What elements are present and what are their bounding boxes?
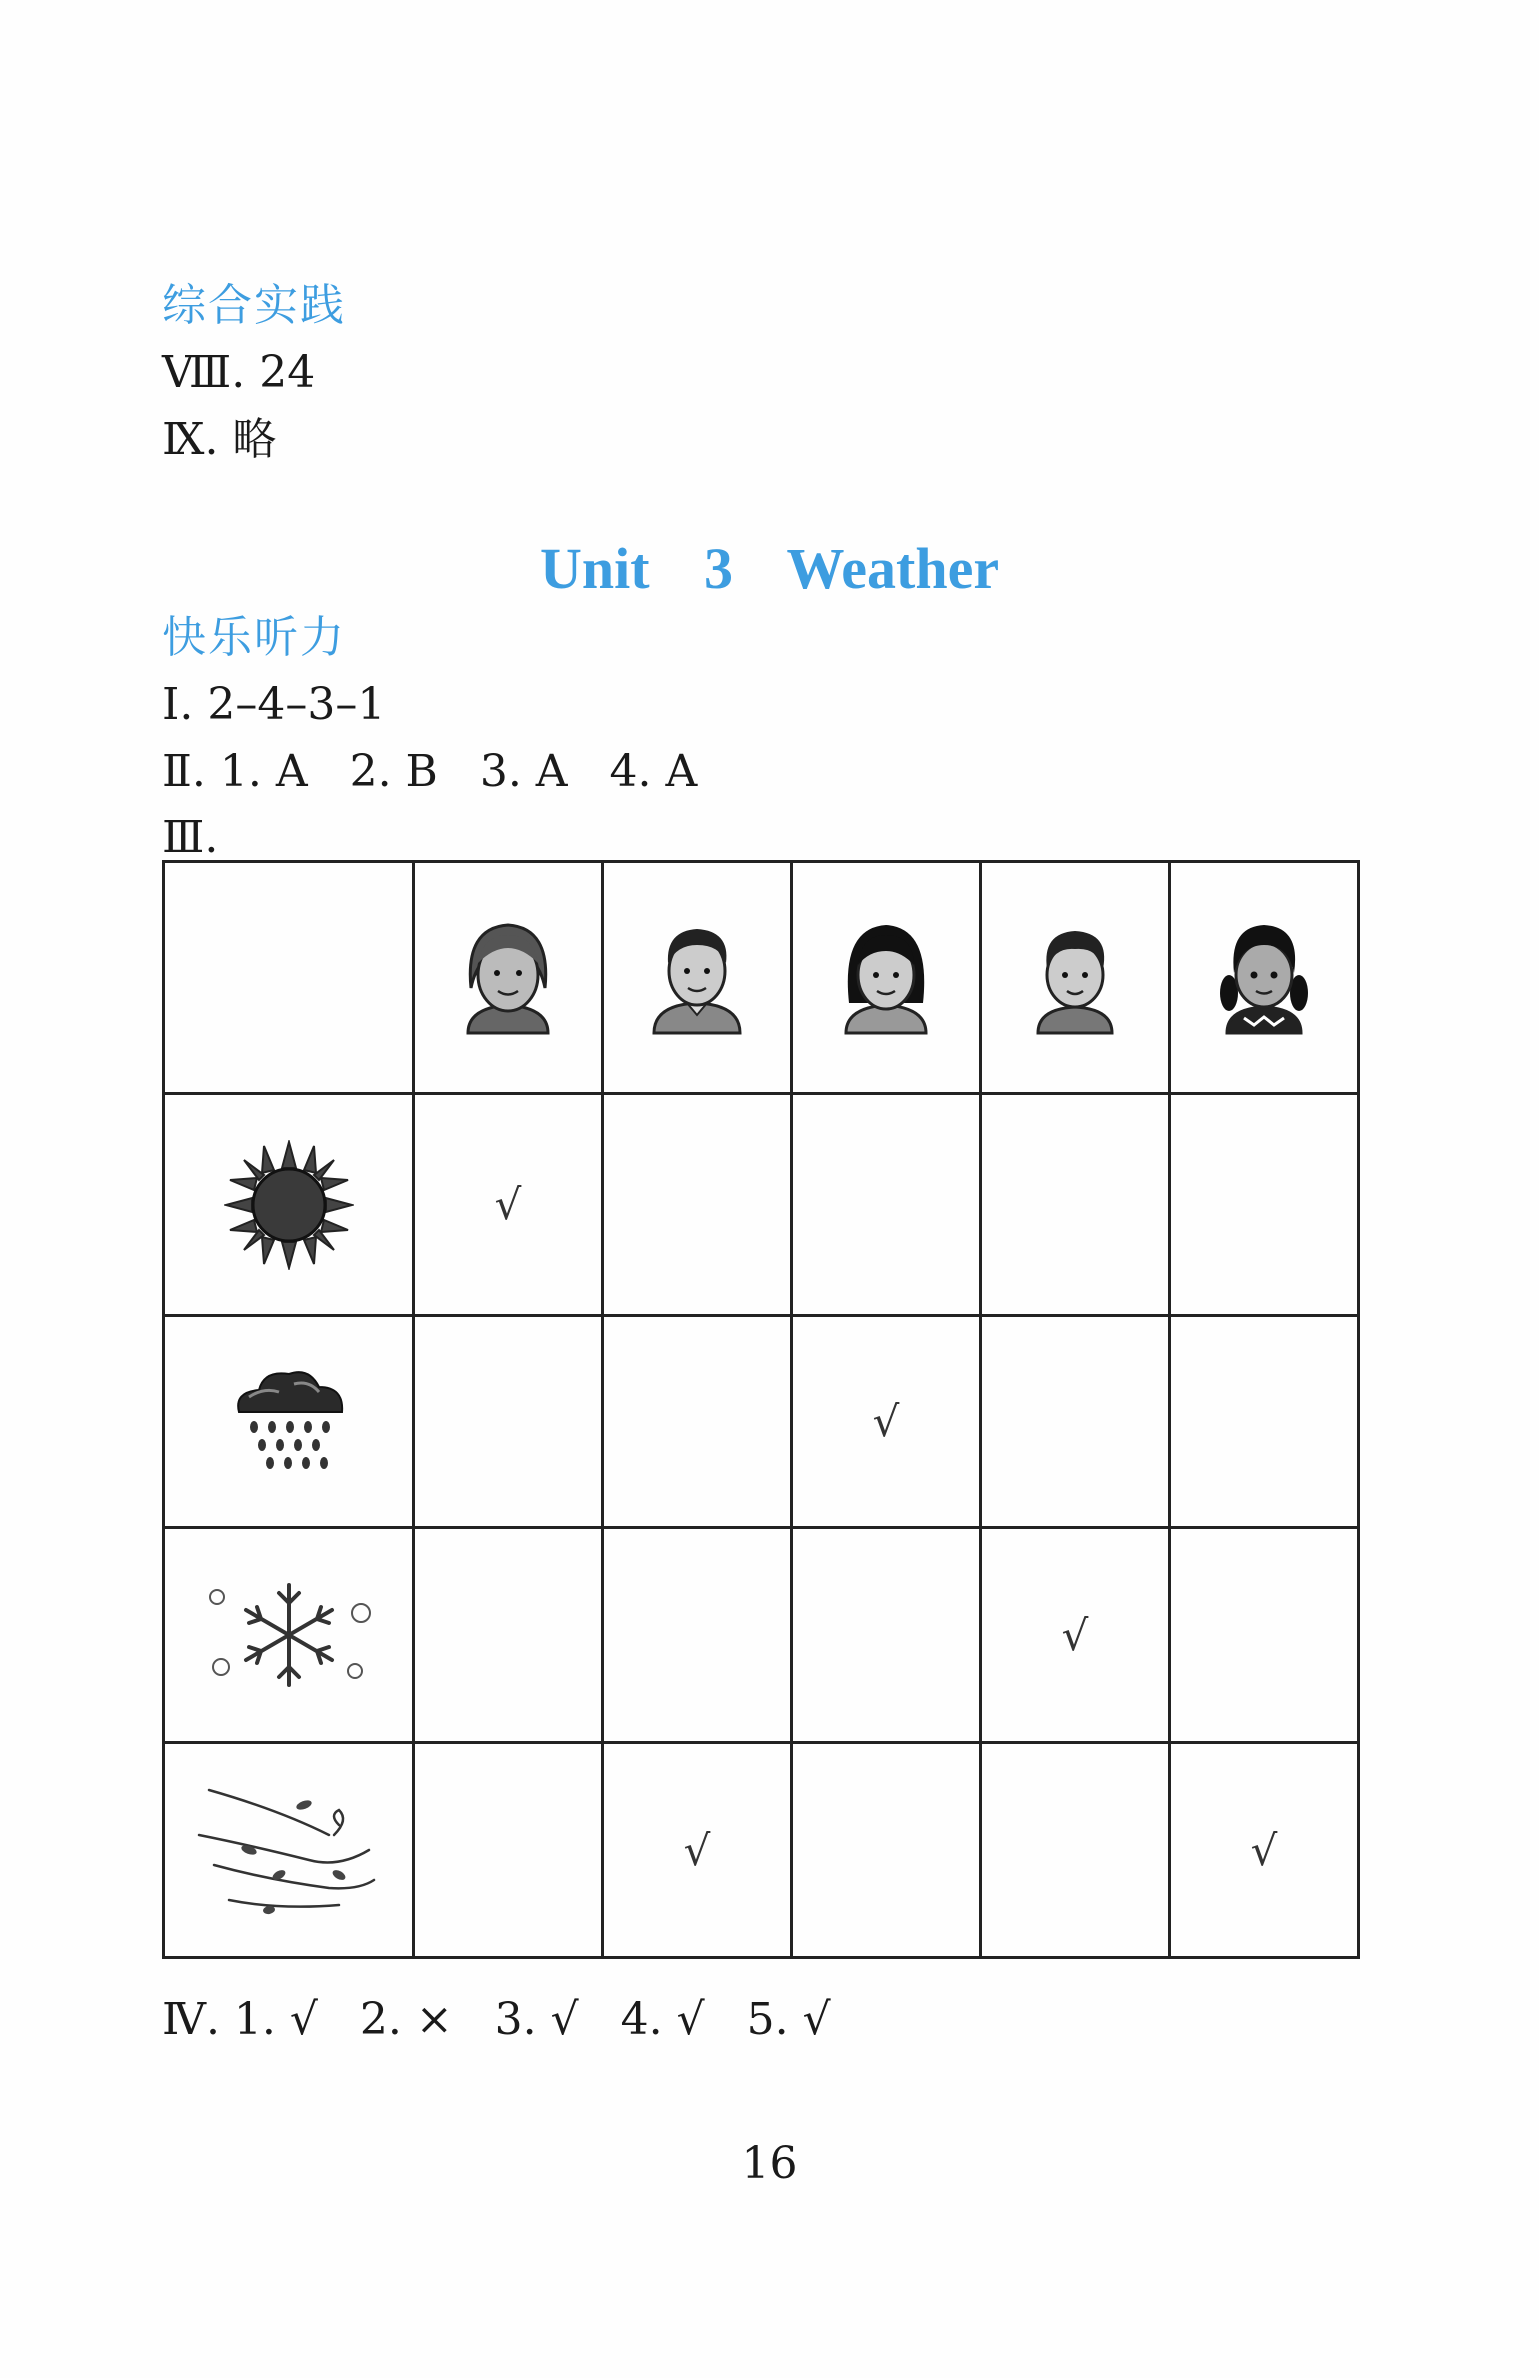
check-mark: √ <box>1061 1610 1089 1660</box>
answer-cell <box>414 1316 603 1528</box>
answer-cell <box>981 1316 1170 1528</box>
answer-cell <box>1170 1528 1359 1743</box>
table-header-row <box>164 862 1359 1094</box>
answer-line-3: Ⅲ. <box>162 812 219 863</box>
answer-line-9: Ⅸ. 略 <box>162 414 277 465</box>
section-heading-practice: 综合实践 <box>162 280 346 331</box>
answer-cell <box>981 1094 1170 1316</box>
weather-cell <box>164 1743 414 1958</box>
unit-title: Unit 3 Weather <box>539 536 1000 601</box>
answer-cell <box>414 1743 603 1958</box>
weather-cell <box>164 1094 414 1316</box>
answer-cell <box>603 1743 792 1958</box>
answer-cell <box>1170 1316 1359 1528</box>
answer-cell <box>792 1743 981 1958</box>
father-icon <box>642 913 752 1043</box>
check-mark: √ <box>872 1397 900 1446</box>
answer-line-4: Ⅳ. 1. √ 2. × 3. √ 4. √ 5. √ <box>162 1994 831 2045</box>
answer-cell <box>603 1094 792 1316</box>
boy-icon <box>1020 913 1130 1043</box>
answer-cell <box>792 1094 981 1316</box>
answer-cell <box>603 1528 792 1743</box>
answer-cell <box>981 1528 1170 1743</box>
section-heading-listening: 快乐听力 <box>162 612 346 663</box>
table-row <box>164 1316 1359 1528</box>
weather-cell <box>164 1528 414 1743</box>
answer-cell <box>1170 1094 1359 1316</box>
weather-answer-table <box>162 860 1360 1959</box>
grandmother-icon <box>453 913 563 1043</box>
answer-cell <box>792 1316 981 1528</box>
person-cell <box>792 862 981 1094</box>
corner-cell <box>164 862 414 1094</box>
page-number: 16 <box>741 2138 798 2189</box>
answer-cell <box>792 1528 981 1743</box>
answer-cell <box>981 1743 1170 1958</box>
answer-line-1: Ⅰ. 2–4–3–1 <box>162 679 386 730</box>
table-row <box>164 1528 1359 1743</box>
snowflake-icon <box>199 1575 379 1695</box>
answer-line-2: Ⅱ. 1. A 2. B 3. A 4. A <box>162 746 698 797</box>
check-mark: √ <box>494 1180 522 1229</box>
answer-cell <box>603 1316 792 1528</box>
answer-cell <box>414 1528 603 1743</box>
rain-cloud-icon <box>224 1362 354 1482</box>
answer-cell <box>1170 1743 1359 1958</box>
girl-icon <box>1209 913 1319 1043</box>
sun-icon <box>224 1140 354 1270</box>
check-mark: √ <box>683 1825 711 1875</box>
mother-icon <box>831 913 941 1043</box>
answer-cell <box>414 1094 603 1316</box>
table-row <box>164 1743 1359 1958</box>
table-row <box>164 1094 1359 1316</box>
person-cell <box>414 862 603 1094</box>
weather-cell <box>164 1316 414 1528</box>
wind-icon <box>189 1780 389 1920</box>
check-mark: √ <box>1250 1825 1278 1875</box>
person-cell <box>1170 862 1359 1094</box>
person-cell <box>603 862 792 1094</box>
person-cell <box>981 862 1170 1094</box>
answer-line-8: Ⅷ. 24 <box>162 347 316 398</box>
